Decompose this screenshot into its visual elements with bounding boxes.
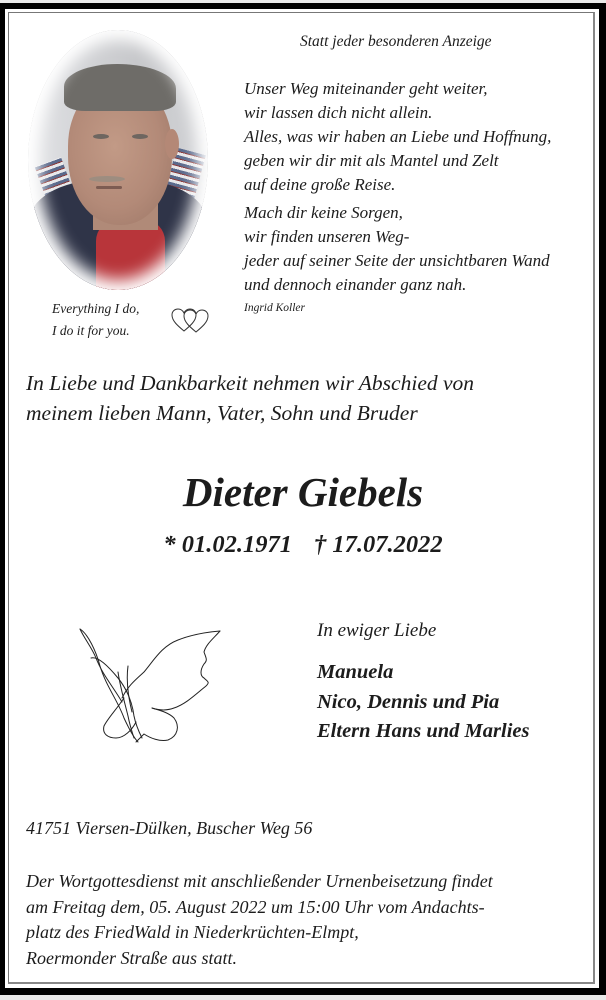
butterfly-icon — [78, 626, 224, 744]
interlocked-hearts-icon — [170, 306, 210, 334]
family-member: Manuela — [317, 661, 394, 683]
motto-line: Everything I do, — [52, 301, 140, 316]
poem-line: wir finden unseren Weg- — [244, 227, 410, 246]
service-line: Roermonder Straße aus statt. — [26, 948, 237, 968]
family-address: 41751 Viersen-Dülken, Buscher Weg 56 — [26, 818, 313, 838]
poem-line: Unser Weg miteinander geht weiter, — [244, 79, 488, 98]
service-line: Der Wortgottesdienst mit anschließender Urnenbeisetzung findet — [26, 871, 493, 891]
portrait-photo — [28, 30, 208, 290]
poem-author: Ingrid Koller — [244, 302, 306, 314]
poem-line: jeder auf seiner Seite der unsichtbaren Wand — [244, 251, 550, 270]
deceased-name: Dieter Giebels — [182, 469, 424, 515]
poem-line: Mach dir keine Sorgen, — [244, 203, 403, 222]
life-dates — [0, 533, 606, 558]
birth-date: * 01.02.1971 — [163, 531, 292, 558]
poem-line: und dennoch einander ganz nah. — [244, 275, 467, 294]
poem-line: geben wir dir mit als Mantel und Zelt — [244, 151, 499, 170]
motto-line: I do it for you. — [52, 323, 130, 338]
family-member: Nico, Dennis und Pia — [317, 691, 500, 713]
service-line: am Freitag dem, 05. August 2022 um 15:00 Uhr vom Andachts- — [26, 897, 485, 917]
death-date: † 17.07.2022 — [314, 531, 443, 558]
in-memory-label: In ewiger Liebe — [317, 620, 437, 641]
family-member: Eltern Hans und Marlies — [317, 720, 530, 742]
poem-line: wir lassen dich nicht allein. — [244, 103, 433, 122]
service-line: platz des FriedWald in Niederkrüchten-Elmpt, — [26, 922, 359, 942]
poem-line: Alles, was wir haben an Liebe und Hoffnung, — [244, 127, 552, 146]
intro-line: meinem lieben Mann, Vater, Sohn und Bruder — [26, 401, 418, 425]
notice-heading: Statt jeder besonderen Anzeige — [300, 33, 492, 50]
intro-line: In Liebe und Dankbarkeit nehmen wir Abschied von — [26, 371, 475, 395]
poem-line: auf deine große Reise. — [244, 175, 396, 194]
